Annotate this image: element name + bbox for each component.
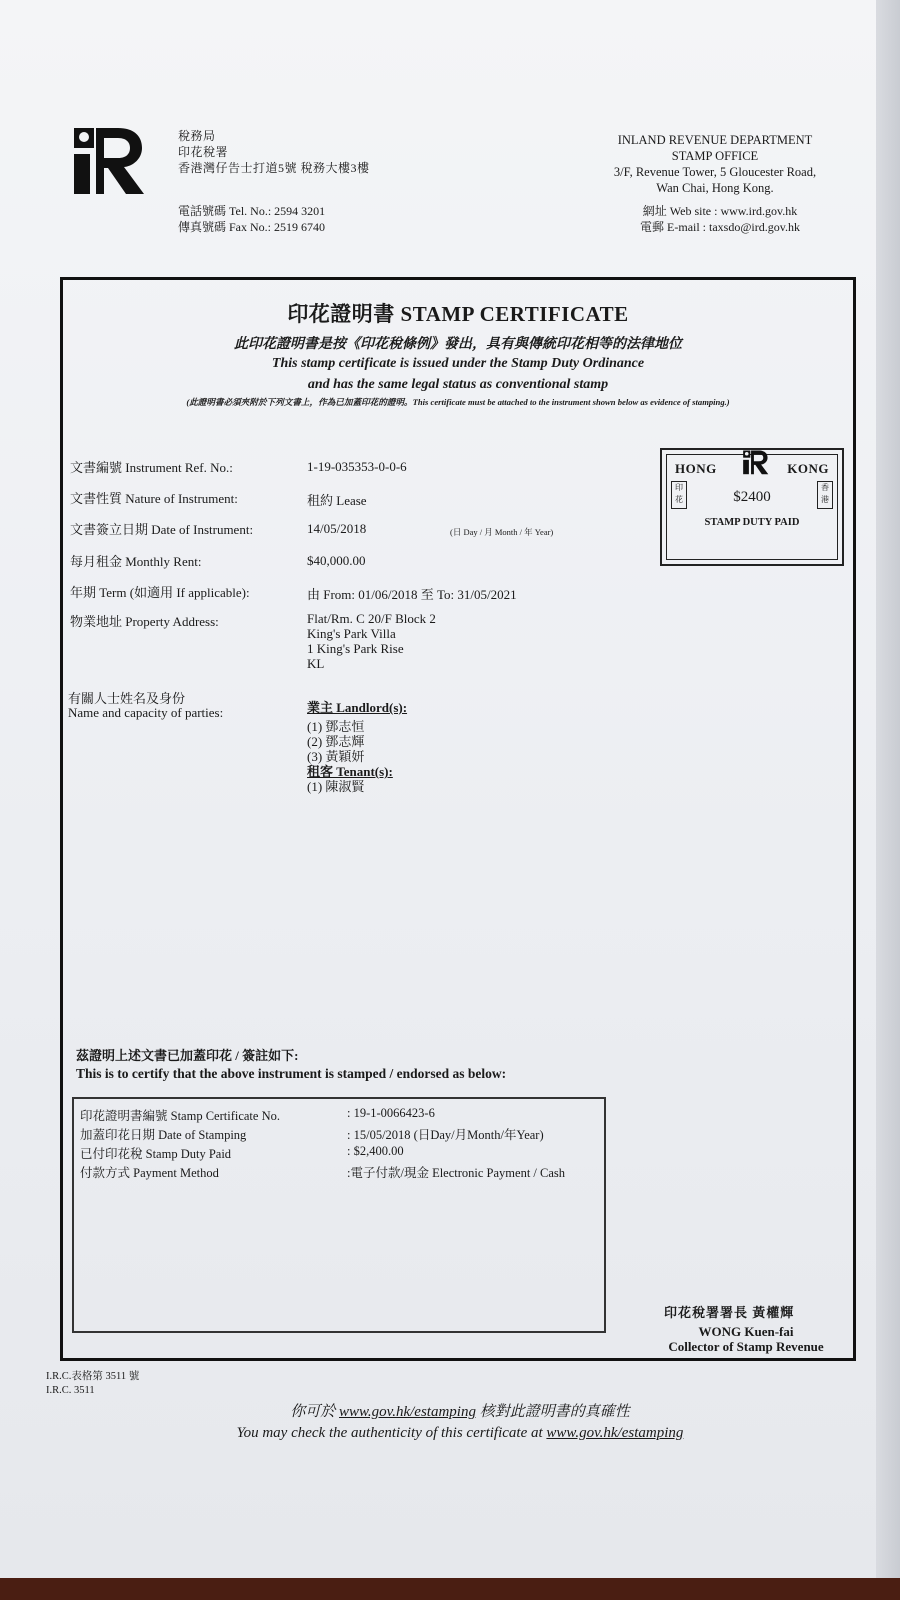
date-format-note: (日 Day / 月 Month / 年 Year) <box>450 527 554 537</box>
header-en-line: Wan Chai, Hong Kong. <box>656 181 774 195</box>
desk-surface <box>0 1578 900 1600</box>
address-line: Flat/Rm. C 20/F Block 2 <box>307 611 436 626</box>
parties-list <box>307 700 407 794</box>
address-label: 物業地址 Property Address: <box>70 614 219 629</box>
collector-signature-block <box>656 1324 836 1354</box>
duty-paid-label: 已付印花稅 Stamp Duty Paid <box>80 1147 232 1161</box>
parties-label-en: Name and capacity of parties: <box>68 705 224 720</box>
landlord-item: (2) 鄧志輝 <box>307 734 365 749</box>
header-chinese-address <box>178 128 370 176</box>
stamp-amount: $2400 <box>733 489 771 505</box>
header-en-line: 3/F, Revenue Tower, 5 Gloucester Road, <box>613 165 817 179</box>
tenant-item: (1) 陳淑賢 <box>307 779 365 794</box>
payment-method-label: 付款方式 Payment Method <box>80 1166 219 1180</box>
stamp-cert-no-label: 印花證明書編號 Stamp Certificate No. <box>80 1109 280 1123</box>
estamping-link[interactable]: www.gov.hk/estamping <box>546 1425 684 1441</box>
duty-paid-value: : $2,400.00 <box>347 1144 404 1158</box>
certify-statement-cn: 茲證明上述文書已加蓋印花 / 簽註如下: <box>76 1048 299 1063</box>
address-line: KL <box>307 656 325 671</box>
collector-name-en: WONG Kuen-fai <box>698 1324 794 1339</box>
stamp-ird-logo <box>741 449 769 475</box>
landlord-item: (3) 黃穎妍 <box>307 749 365 764</box>
fax-number: 傳真號碼 Fax No.: 2519 6740 <box>178 220 326 234</box>
email: 電郵 E-mail : taxsdo@ird.gov.hk <box>640 220 800 234</box>
ref-value: 1-19-035353-0-0-6 <box>307 459 407 474</box>
stamp-seal-right: 香港 <box>817 481 833 509</box>
stamp-inner-border <box>666 454 838 560</box>
certificate-subtitle-en: and has the same legal status as conventional stamp <box>307 377 609 392</box>
payment-method-value: :電子付款/現金 Electronic Payment / Cash <box>347 1166 566 1180</box>
collector-name-cn: 印花稅署署長 黃權輝 <box>664 1305 795 1320</box>
tel-number: 電話號碼 Tel. No.: 2594 3201 <box>178 204 326 218</box>
header-web-contact <box>600 203 840 235</box>
stamp-paid-text: STAMP DUTY PAID <box>704 517 800 528</box>
stamp-duty-paid-stamp <box>660 448 844 566</box>
form-number-cn: I.R.C.表格第 3511 號 <box>46 1371 140 1382</box>
certificate-subtitle-en: This stamp certificate is issued under the Stamp Duty Ordinance <box>271 356 645 371</box>
date-label: 文書簽立日期 Date of Instrument: <box>70 522 254 537</box>
ird-logo <box>68 124 146 196</box>
header-en-line: STAMP OFFICE <box>671 149 759 163</box>
ref-label: 文書編號 Instrument Ref. No.: <box>70 460 233 475</box>
verify-cn-prefix: 你可於 <box>290 1404 336 1420</box>
parties-label <box>68 692 223 720</box>
header-cn-line: 香港灣仔告士打道5號 稅務大樓3樓 <box>178 161 370 175</box>
certificate-title: 印花證明書 STAMP CERTIFICATE <box>287 302 629 326</box>
rent-label: 每月租金 Monthly Rent: <box>70 554 202 569</box>
tenant-heading: 租客 Tenant(s): <box>307 764 393 779</box>
stamping-date-value: : 15/05/2018 (日Day/月Month/年Year) <box>347 1128 544 1142</box>
header-cn-line: 印花稅署 <box>178 145 229 159</box>
address-line: King's Park Villa <box>307 626 396 641</box>
header-en-line: INLAND REVENUE DEPARTMENT <box>617 133 813 147</box>
landlord-item: (1) 鄧志恒 <box>307 719 365 734</box>
parties-label-cn: 有關人士姓名及身份 <box>68 691 186 706</box>
stamp-kong-text: KONG <box>787 461 829 476</box>
paper-edge <box>876 0 900 1578</box>
stamp-hong-text: HONG <box>675 461 717 476</box>
stamp-seal-left: 印花 <box>671 481 687 509</box>
address-line: 1 King's Park Rise <box>307 641 404 656</box>
certificate-note: (此證明書必須夾附於下列文書上，作為已加蓋印花的證明。This certificate must be attached to the instrument shown below as evidence of stamping.) <box>186 397 730 407</box>
stamp-cert-no-value: : 19-1-0066423-6 <box>347 1106 435 1120</box>
verification-note <box>160 1402 760 1444</box>
collector-title: Collector of Stamp Revenue <box>668 1339 824 1354</box>
certificate-subtitle-cn: 此印花證明書是按《印花稅條例》發出，具有與傳統印花相等的法律地位 <box>234 337 682 352</box>
term-value: 由 From: 01/06/2018 至 To: 31/05/2021 <box>307 587 517 602</box>
website: 網址 Web site : www.ird.gov.hk <box>642 204 798 218</box>
header-cn-line: 稅務局 <box>178 129 216 143</box>
verification-note-cn <box>160 1402 760 1423</box>
landlord-heading: 業主 Landlord(s): <box>307 700 408 715</box>
form-number <box>46 1370 139 1398</box>
date-value: 14/05/2018 <box>307 521 367 536</box>
stamping-date-label: 加蓋印花日期 Date of Stamping <box>80 1128 247 1142</box>
verification-note-en <box>160 1423 760 1444</box>
header-contact <box>178 203 325 235</box>
certify-statement-en: This is to certify that the above instrument is stamped / endorsed as below: <box>76 1066 507 1081</box>
header-english-address <box>590 132 840 196</box>
verify-cn-suffix: 核對此證明書的真確性 <box>479 1404 630 1420</box>
form-number-en: I.R.C. 3511 <box>46 1385 95 1396</box>
verify-en-prefix: You may check the authenticity of this certificate at <box>236 1425 543 1441</box>
term-label: 年期 Term (如適用 If applicable): <box>70 585 250 600</box>
property-address <box>307 611 436 671</box>
nature-label: 文書性質 Nature of Instrument: <box>70 491 238 506</box>
estamping-link[interactable]: www.gov.hk/estamping <box>339 1404 476 1420</box>
rent-value: $40,000.00 <box>307 553 366 568</box>
nature-value: 租約 Lease <box>307 493 367 508</box>
